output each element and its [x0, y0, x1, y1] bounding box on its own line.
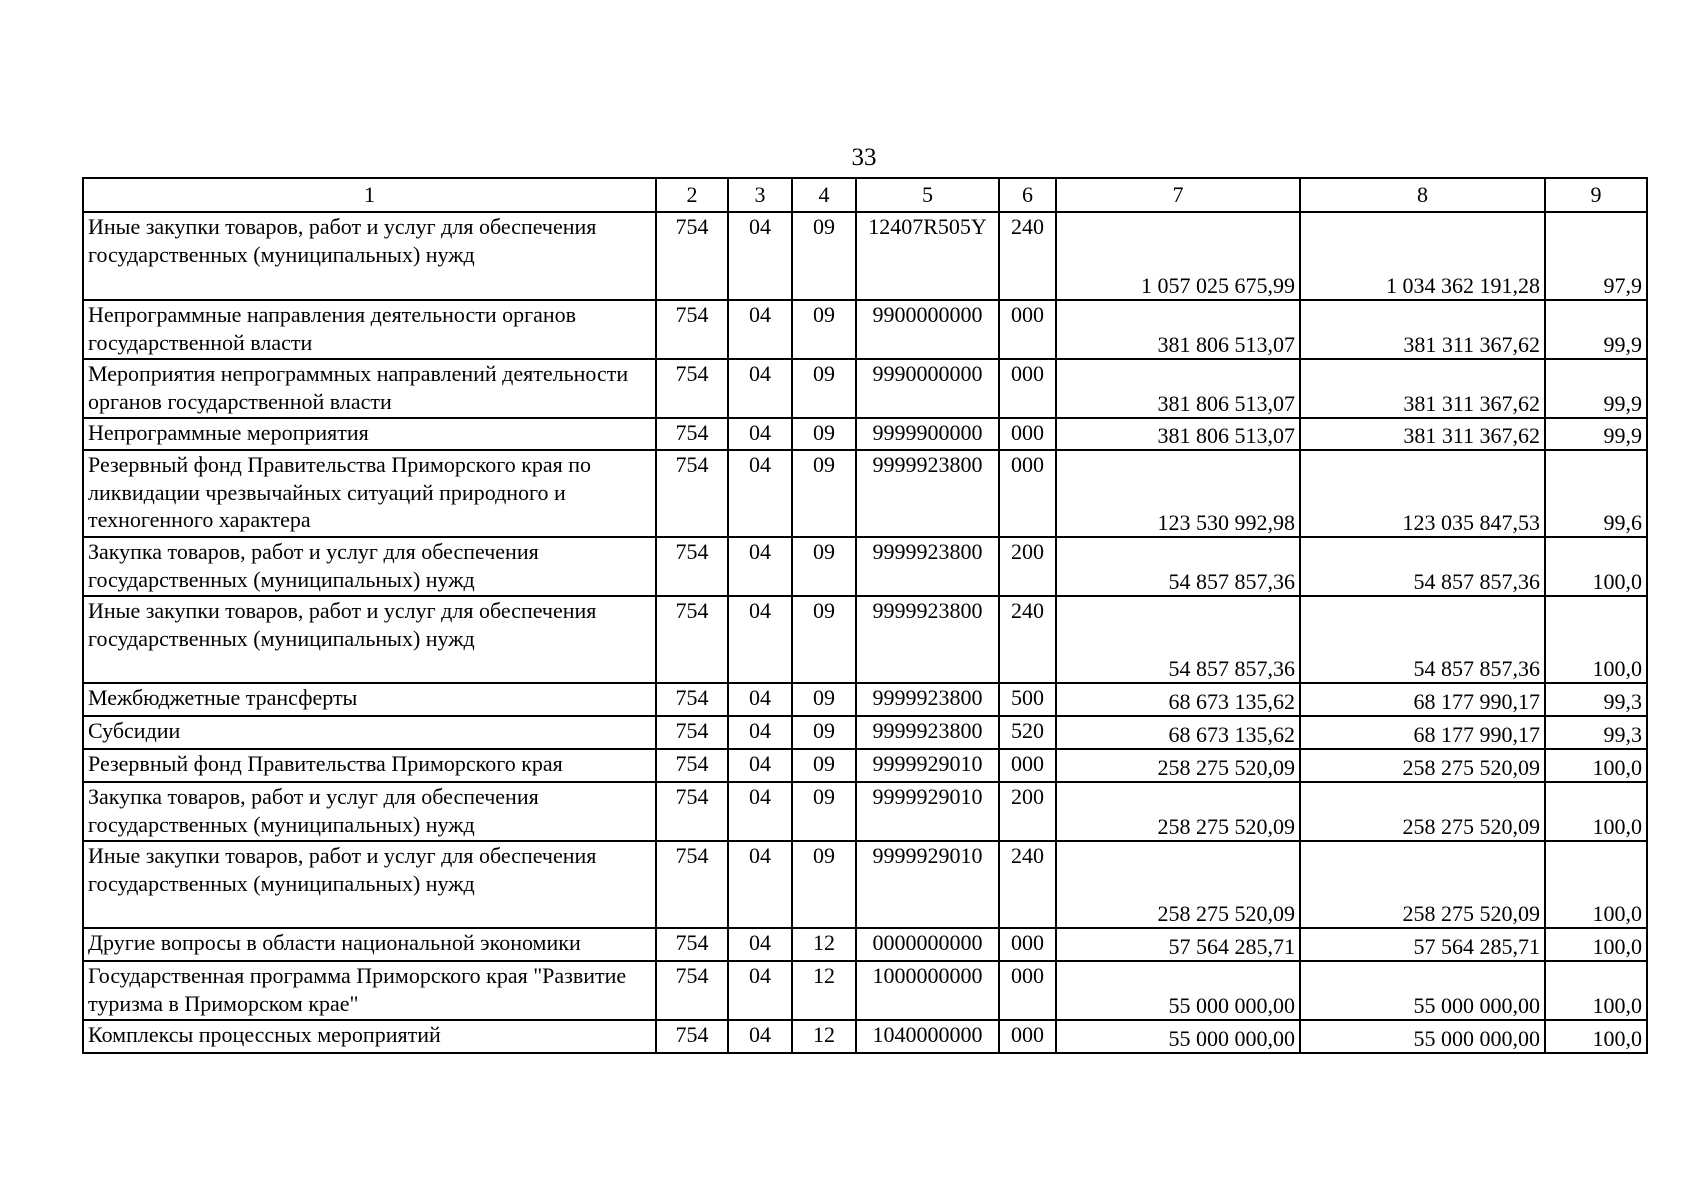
- cell-col-5: 9999900000: [856, 418, 999, 450]
- row-name: Межбюджетные трансферты: [83, 683, 656, 716]
- row-name: Закупка товаров, работ и услуг для обеспечения государственных (муниципальных) нужд: [83, 782, 656, 841]
- cell-col-7: 57 564 285,71: [1056, 928, 1300, 961]
- cell-col-6: 000: [999, 300, 1056, 359]
- cell-col-8: 68 177 990,17: [1300, 716, 1545, 749]
- cell-col-4: 09: [792, 359, 856, 418]
- cell-col-7: 258 275 520,09: [1056, 841, 1300, 928]
- cell-col-5: 9999929010: [856, 782, 999, 841]
- cell-col-8: 258 275 520,09: [1300, 841, 1545, 928]
- cell-col-4: 09: [792, 782, 856, 841]
- cell-col-7: 68 673 135,62: [1056, 716, 1300, 749]
- table-row: [83, 537, 1647, 596]
- cell-col-6: 000: [999, 749, 1056, 782]
- cell-col-6: 500: [999, 683, 1056, 716]
- cell-col-2: 754: [656, 596, 728, 683]
- cell-col-3: 04: [728, 683, 792, 716]
- cell-col-9: 100,0: [1545, 596, 1647, 683]
- cell-col-2: 754: [656, 683, 728, 716]
- cell-col-6: 000: [999, 450, 1056, 537]
- cell-col-3: 04: [728, 212, 792, 300]
- cell-col-5: 9999923800: [856, 716, 999, 749]
- table-row: [83, 418, 1647, 450]
- cell-col-2: 754: [656, 212, 728, 300]
- cell-col-5: 9999923800: [856, 537, 999, 596]
- header-cell: 9: [1545, 178, 1647, 212]
- cell-col-2: 754: [656, 537, 728, 596]
- cell-col-4: 12: [792, 928, 856, 961]
- cell-col-7: 123 530 992,98: [1056, 450, 1300, 537]
- row-name: Мероприятия непрограммных направлений деятельности органов государственной власти: [83, 359, 656, 418]
- cell-col-2: 754: [656, 928, 728, 961]
- cell-col-7: 55 000 000,00: [1056, 961, 1300, 1020]
- cell-col-3: 04: [728, 450, 792, 537]
- cell-col-7: 55 000 000,00: [1056, 1020, 1300, 1053]
- cell-col-9: 100,0: [1545, 749, 1647, 782]
- cell-col-9: 100,0: [1545, 1020, 1647, 1053]
- cell-col-8: 57 564 285,71: [1300, 928, 1545, 961]
- row-name: Иные закупки товаров, работ и услуг для обеспечения государственных (муниципальных) нужд: [83, 841, 656, 928]
- row-name: Государственная программа Приморского края "Развитие туризма в Приморском крае": [83, 961, 656, 1020]
- table-row: [83, 212, 1647, 300]
- cell-col-7: 258 275 520,09: [1056, 749, 1300, 782]
- header-cell: 6: [999, 178, 1056, 212]
- row-name: Иные закупки товаров, работ и услуг для обеспечения государственных (муниципальных) нужд: [83, 212, 656, 300]
- cell-col-8: 55 000 000,00: [1300, 1020, 1545, 1053]
- cell-col-4: 12: [792, 961, 856, 1020]
- cell-col-4: 09: [792, 418, 856, 450]
- cell-col-7: 1 057 025 675,99: [1056, 212, 1300, 300]
- cell-col-7: 54 857 857,36: [1056, 596, 1300, 683]
- cell-col-6: 000: [999, 928, 1056, 961]
- cell-col-3: 04: [728, 841, 792, 928]
- cell-col-6: 000: [999, 1020, 1056, 1053]
- cell-col-3: 04: [728, 359, 792, 418]
- cell-col-6: 000: [999, 359, 1056, 418]
- cell-col-2: 754: [656, 716, 728, 749]
- cell-col-7: 381 806 513,07: [1056, 300, 1300, 359]
- table-header-row: [83, 178, 1647, 212]
- cell-col-7: 381 806 513,07: [1056, 418, 1300, 450]
- cell-col-2: 754: [656, 359, 728, 418]
- header-cell: 2: [656, 178, 728, 212]
- cell-col-2: 754: [656, 450, 728, 537]
- cell-col-8: 381 311 367,62: [1300, 418, 1545, 450]
- cell-col-8: 1 034 362 191,28: [1300, 212, 1545, 300]
- cell-col-9: 99,3: [1545, 716, 1647, 749]
- header-cell: 4: [792, 178, 856, 212]
- cell-col-6: 200: [999, 537, 1056, 596]
- cell-col-9: 100,0: [1545, 928, 1647, 961]
- cell-col-4: 09: [792, 300, 856, 359]
- cell-col-8: 381 311 367,62: [1300, 300, 1545, 359]
- table-row: [83, 716, 1647, 749]
- table-row: [83, 928, 1647, 961]
- cell-col-2: 754: [656, 782, 728, 841]
- cell-col-5: 9999929010: [856, 749, 999, 782]
- table-row: [83, 782, 1647, 841]
- cell-col-9: 99,6: [1545, 450, 1647, 537]
- cell-col-7: 381 806 513,07: [1056, 359, 1300, 418]
- cell-col-9: 100,0: [1545, 537, 1647, 596]
- cell-col-3: 04: [728, 418, 792, 450]
- header-cell: 3: [728, 178, 792, 212]
- table-row: [83, 300, 1647, 359]
- table-row: [83, 450, 1647, 537]
- cell-col-3: 04: [728, 782, 792, 841]
- cell-col-3: 04: [728, 537, 792, 596]
- cell-col-5: 9999923800: [856, 450, 999, 537]
- cell-col-4: 09: [792, 716, 856, 749]
- cell-col-4: 09: [792, 450, 856, 537]
- row-name: Субсидии: [83, 716, 656, 749]
- cell-col-6: 000: [999, 418, 1056, 450]
- row-name: Резервный фонд Правительства Приморского края: [83, 749, 656, 782]
- cell-col-3: 04: [728, 716, 792, 749]
- cell-col-4: 09: [792, 212, 856, 300]
- cell-col-7: 258 275 520,09: [1056, 782, 1300, 841]
- cell-col-6: 200: [999, 782, 1056, 841]
- cell-col-7: 68 673 135,62: [1056, 683, 1300, 716]
- cell-col-9: 100,0: [1545, 961, 1647, 1020]
- cell-col-3: 04: [728, 300, 792, 359]
- cell-col-8: 258 275 520,09: [1300, 782, 1545, 841]
- cell-col-8: 54 857 857,36: [1300, 596, 1545, 683]
- row-name: Другие вопросы в области национальной экономики: [83, 928, 656, 961]
- cell-col-6: 240: [999, 841, 1056, 928]
- cell-col-2: 754: [656, 961, 728, 1020]
- cell-col-5: 9999929010: [856, 841, 999, 928]
- cell-col-2: 754: [656, 749, 728, 782]
- cell-col-6: 520: [999, 716, 1056, 749]
- cell-col-5: 9999923800: [856, 596, 999, 683]
- cell-col-5: 9990000000: [856, 359, 999, 418]
- table-row: [83, 749, 1647, 782]
- row-name: Непрограммные мероприятия: [83, 418, 656, 450]
- cell-col-5: 9900000000: [856, 300, 999, 359]
- cell-col-9: 97,9: [1545, 212, 1647, 300]
- row-name: Комплексы процессных мероприятий: [83, 1020, 656, 1053]
- cell-col-7: 54 857 857,36: [1056, 537, 1300, 596]
- cell-col-2: 754: [656, 1020, 728, 1053]
- cell-col-9: 99,9: [1545, 418, 1647, 450]
- cell-col-4: 09: [792, 596, 856, 683]
- cell-col-9: 100,0: [1545, 782, 1647, 841]
- cell-col-3: 04: [728, 928, 792, 961]
- cell-col-3: 04: [728, 961, 792, 1020]
- cell-col-2: 754: [656, 300, 728, 359]
- cell-col-8: 55 000 000,00: [1300, 961, 1545, 1020]
- cell-col-8: 123 035 847,53: [1300, 450, 1545, 537]
- cell-col-9: 99,9: [1545, 300, 1647, 359]
- table-row: [83, 1020, 1647, 1053]
- cell-col-3: 04: [728, 596, 792, 683]
- row-name: Непрограммные направления деятельности органов государственной власти: [83, 300, 656, 359]
- row-name: Закупка товаров, работ и услуг для обеспечения государственных (муниципальных) нужд: [83, 537, 656, 596]
- table-row: [83, 596, 1647, 683]
- cell-col-9: 99,9: [1545, 359, 1647, 418]
- page-number: 33: [851, 144, 877, 171]
- cell-col-4: 09: [792, 537, 856, 596]
- table-row: [83, 961, 1647, 1020]
- cell-col-6: 000: [999, 961, 1056, 1020]
- cell-col-3: 04: [728, 749, 792, 782]
- cell-col-8: 381 311 367,62: [1300, 359, 1545, 418]
- cell-col-8: 54 857 857,36: [1300, 537, 1545, 596]
- cell-col-2: 754: [656, 418, 728, 450]
- cell-col-6: 240: [999, 212, 1056, 300]
- cell-col-4: 09: [792, 749, 856, 782]
- cell-col-4: 12: [792, 1020, 856, 1053]
- budget-table: [82, 177, 1648, 1054]
- table-row: [83, 359, 1647, 418]
- row-name: Иные закупки товаров, работ и услуг для обеспечения государственных (муниципальных) нужд: [83, 596, 656, 683]
- cell-col-2: 754: [656, 841, 728, 928]
- header-cell: 1: [83, 178, 656, 212]
- table-row: [83, 841, 1647, 928]
- cell-col-5: 1000000000: [856, 961, 999, 1020]
- cell-col-6: 240: [999, 596, 1056, 683]
- header-cell: 8: [1300, 178, 1545, 212]
- cell-col-5: 9999923800: [856, 683, 999, 716]
- cell-col-5: 1040000000: [856, 1020, 999, 1053]
- cell-col-8: 258 275 520,09: [1300, 749, 1545, 782]
- cell-col-4: 09: [792, 683, 856, 716]
- cell-col-5: 0000000000: [856, 928, 999, 961]
- cell-col-5: 12407R505Y: [856, 212, 999, 300]
- header-cell: 5: [856, 178, 999, 212]
- row-name: Резервный фонд Правительства Приморского края по ликвидации чрезвычайных ситуаций природного и техногенного характера: [83, 450, 656, 537]
- cell-col-8: 68 177 990,17: [1300, 683, 1545, 716]
- cell-col-4: 09: [792, 841, 856, 928]
- table-row: [83, 683, 1647, 716]
- cell-col-9: 100,0: [1545, 841, 1647, 928]
- cell-col-3: 04: [728, 1020, 792, 1053]
- cell-col-9: 99,3: [1545, 683, 1647, 716]
- header-cell: 7: [1056, 178, 1300, 212]
